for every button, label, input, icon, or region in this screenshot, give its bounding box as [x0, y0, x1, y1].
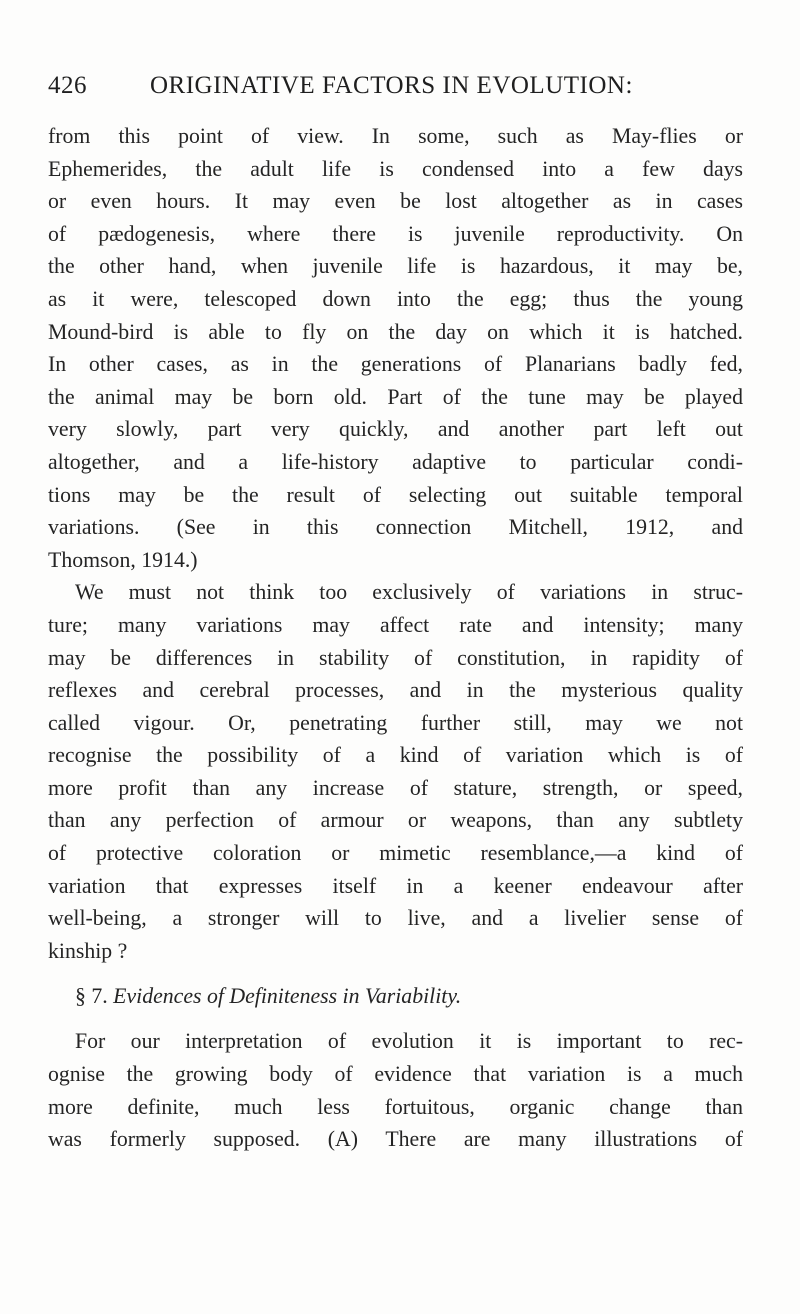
- text-line: In other cases, as in the generations of Planarians badly fed,: [48, 352, 743, 377]
- text-line: the other hand, when juvenile life is hazardous, it may be,: [48, 254, 743, 279]
- text-line: altogether, and a life-history adaptive to particular condi-: [48, 449, 743, 474]
- running-head: ORIGINATIVE FACTORS IN EVOLUTION:: [150, 72, 633, 99]
- paragraph: [48, 1025, 743, 1155]
- section-heading: [48, 973, 743, 1019]
- text-line: Ephemerides, the adult life is condensed into a few days: [48, 156, 743, 181]
- text-line: was formerly supposed. (A) There are many illustrations of: [48, 1127, 743, 1152]
- page-number: 426: [48, 72, 87, 99]
- text-line: We must not think too exclusively of variations in struc-: [75, 580, 743, 605]
- section-title: Evidences of Definiteness in Variability.: [113, 984, 462, 1009]
- text-line: than any perfection of armour or weapons, than any subtlety: [48, 808, 743, 833]
- text-line: ture; many variations may affect rate and intensity; many: [48, 612, 743, 637]
- text-line: very slowly, part very quickly, and another part left out: [48, 417, 743, 442]
- text-line: variation that expresses itself in a keener endeavour after: [48, 873, 743, 898]
- page-header: [48, 72, 743, 112]
- body-text: [48, 120, 743, 1156]
- text-line: from this point of view. In some, such as May-flies or: [48, 124, 743, 148]
- text-line: of protective coloration or mimetic resemblance,—a kind of: [48, 841, 743, 866]
- paragraph: [48, 576, 743, 967]
- text-line: Mound-bird is able to fly on the day on which it is hatched.: [48, 319, 743, 344]
- text-line: of pædogenesis, where there is juvenile reproductivity. On: [48, 221, 743, 246]
- text-line: well-being, a stronger will to live, and a livelier sense of: [48, 906, 743, 931]
- text-line: more definite, much less fortuitous, organic change than: [48, 1094, 743, 1119]
- text-line: called vigour. Or, penetrating further still, may we not: [48, 710, 743, 735]
- text-line: Thomson, 1914.): [48, 547, 198, 572]
- text-line: recognise the possibility of a kind of variation which is of: [48, 743, 743, 768]
- text-line: ognise the growing body of evidence that variation is a much: [48, 1062, 743, 1087]
- text-line: may be differences in stability of constitution, in rapidity of: [48, 645, 743, 670]
- text-line: as it were, telescoped down into the egg; thus the young: [48, 286, 743, 311]
- text-line: kinship ?: [48, 938, 128, 963]
- text-line: tions may be the result of selecting out suitable temporal: [48, 482, 743, 507]
- text-line: For our interpretation of evolution it is important to rec-: [75, 1029, 743, 1054]
- text-line: the animal may be born old. Part of the tune may be played: [48, 384, 743, 409]
- text-line: or even hours. It may even be lost altogether as in cases: [48, 189, 743, 214]
- text-line: variations. (See in this connection Mitchell, 1912, and: [48, 515, 743, 540]
- text-line: reflexes and cerebral processes, and in the mysterious quality: [48, 678, 743, 703]
- paragraph: [48, 120, 743, 576]
- section-number: § 7.: [75, 984, 108, 1009]
- text-line: more profit than any increase of stature, strength, or speed,: [48, 775, 743, 800]
